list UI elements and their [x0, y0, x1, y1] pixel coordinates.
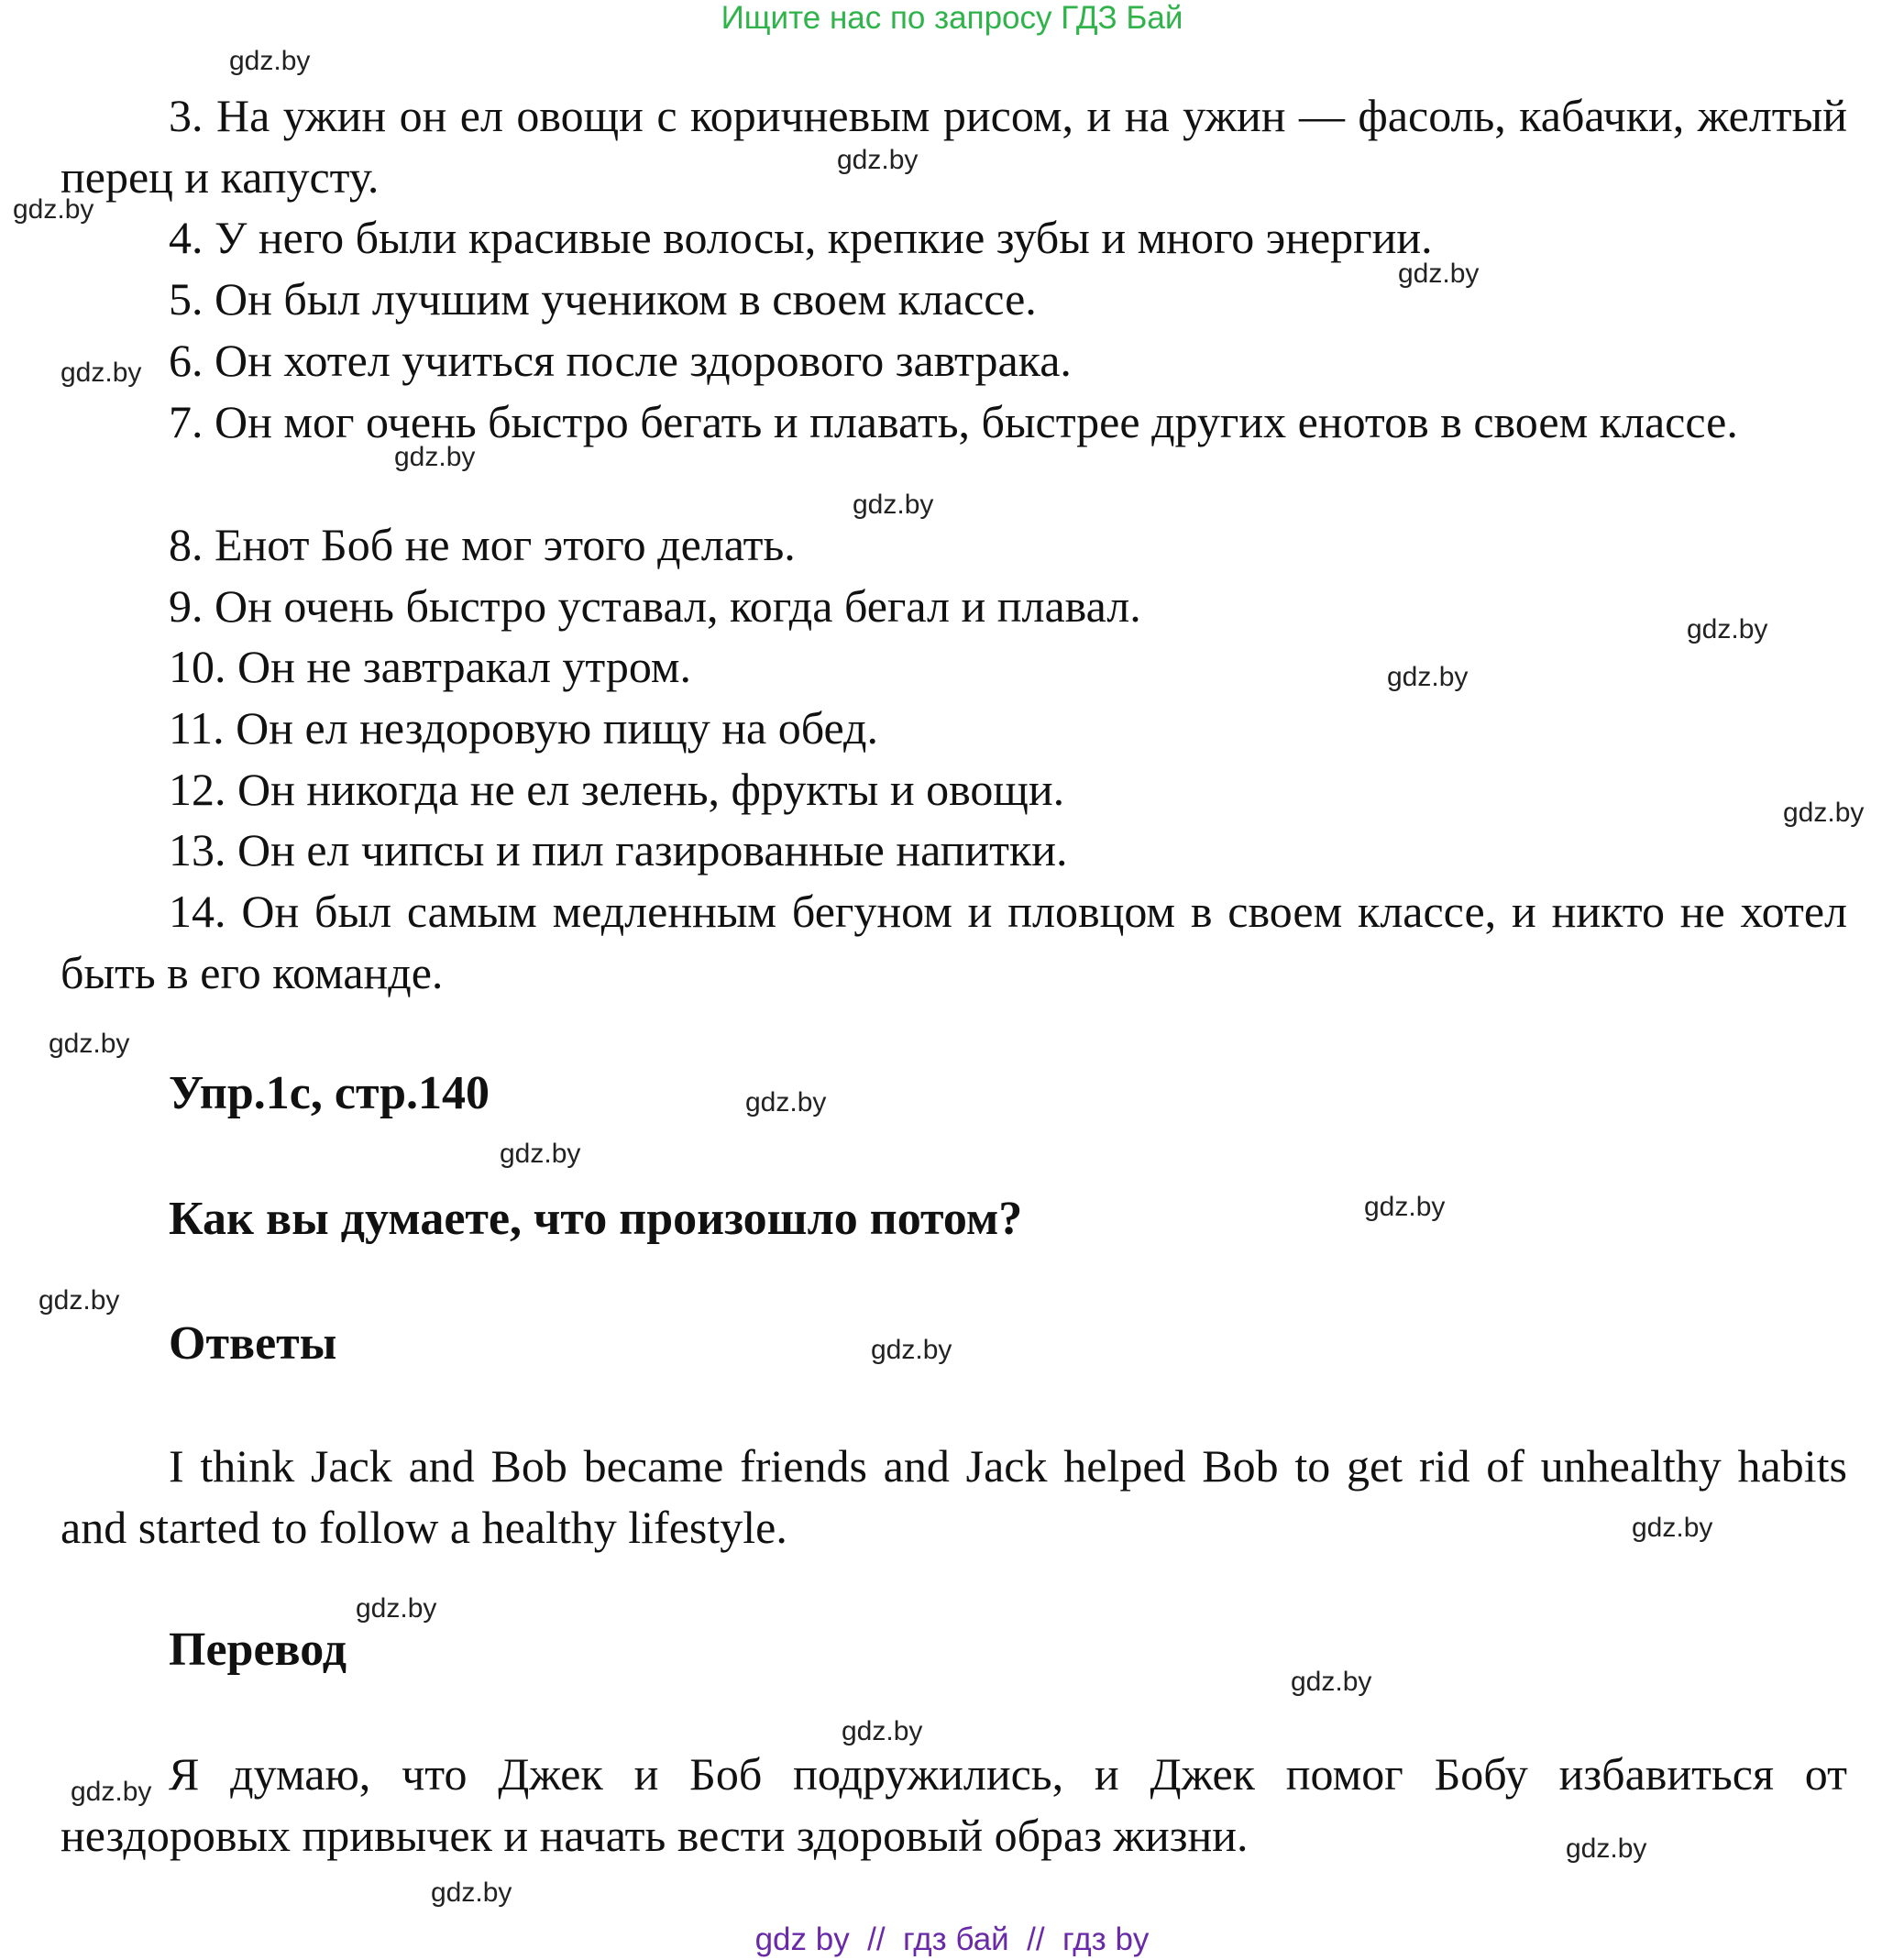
watermark: gdz.by [1566, 1833, 1647, 1864]
list-item-8: 8. Енот Боб не мог этого делать. [169, 519, 796, 570]
list-item-4: 4. У него были красивые волосы, крепкие зубы и много энергии. [169, 212, 1433, 263]
watermark: gdz.by [49, 1029, 130, 1059]
list-item-10: 10. Он не завтракал утром. [169, 641, 692, 692]
watermark: gdz.by [1783, 798, 1865, 828]
watermark: gdz.by [229, 46, 311, 76]
translation-heading: Перевод [169, 1624, 347, 1676]
exercise-title: Упр.1с, стр.140 [169, 1067, 490, 1119]
footer-links: gdz by // гдз бай // гдз by [754, 1921, 1150, 1957]
watermark: gdz.by [853, 490, 934, 520]
watermark: gdz.by [394, 442, 476, 472]
watermark: gdz.by [71, 1777, 152, 1807]
top-banner: Ищите нас по запросу ГДЗ Бай [721, 0, 1183, 36]
watermark: gdz.by [13, 194, 94, 225]
watermark: gdz.by [1632, 1513, 1713, 1543]
list-item-6: 6. Он хотел учиться после здорового завтрака. [169, 335, 1072, 386]
watermark: gdz.by [500, 1139, 581, 1169]
list-item-3: 3. На ужин он ел овощи с коричневым рисом, и на ужин — фасоль, кабачки, желтый перец и капусту. [61, 90, 1847, 203]
watermark: gdz.by [1387, 662, 1469, 692]
list-item-5: 5. Он был лучшим учеником в своем классе. [169, 273, 1037, 325]
list-item-13: 13. Он ел чипсы и пил газированные напитки. [169, 824, 1068, 875]
list-item-14: 14. Он был самым медленным бегуном и пловцом в своем классе, и никто не хотел быть в его команде. [61, 886, 1847, 998]
list-item-11: 11. Он ел нездоровую пищу на обед. [169, 702, 878, 754]
watermark: gdz.by [745, 1087, 827, 1118]
watermark: gdz.by [842, 1716, 923, 1746]
watermark: gdz.by [1398, 259, 1480, 289]
translation-text: Я думаю, что Джек и Боб подружились, и Джек помог Бобу избавиться от нездоровых привычек и начать вести здоровый образ жизни. [61, 1748, 1847, 1861]
list-item-9: 9. Он очень быстро уставал, когда бегал и плавал. [169, 580, 1141, 632]
list-item-7: 7. Он мог очень быстро бегать и плавать, быстрее других енотов в своем классе. [169, 396, 1738, 447]
watermark: gdz.by [356, 1593, 437, 1624]
answers-heading: Ответы [169, 1317, 337, 1370]
answer-text: I think Jack and Bob became friends and Jack helped Bob to get rid of unhealthy habits and started to follow a healthy lifestyle. [61, 1440, 1847, 1553]
watermark: gdz.by [1291, 1667, 1372, 1697]
watermark: gdz.by [837, 145, 919, 175]
question-heading: Как вы думаете, что произошло потом? [169, 1193, 1023, 1245]
list-item-12: 12. Он никогда не ел зелень, фрукты и овощи. [169, 764, 1065, 815]
watermark: gdz.by [61, 358, 142, 388]
watermark: gdz.by [431, 1877, 512, 1908]
watermark: gdz.by [1364, 1192, 1446, 1222]
watermark: gdz.by [39, 1285, 120, 1316]
watermark: gdz.by [1687, 614, 1768, 644]
watermark: gdz.by [871, 1335, 952, 1365]
